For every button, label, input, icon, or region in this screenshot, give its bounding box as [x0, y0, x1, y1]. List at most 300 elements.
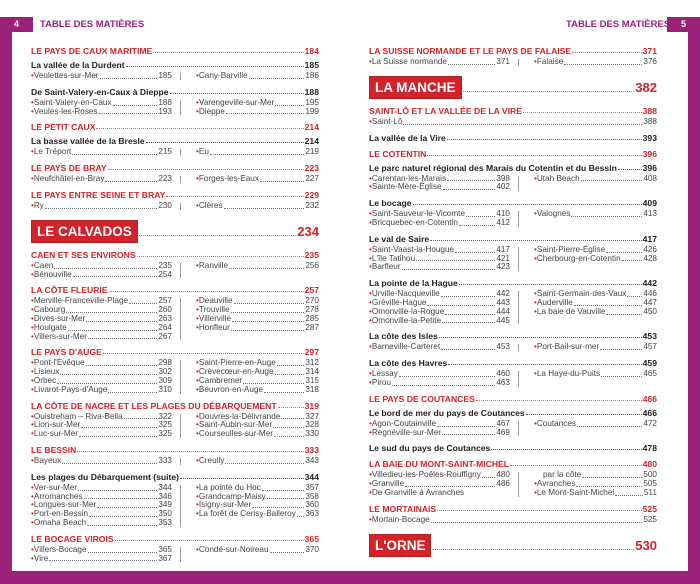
list-item-page: 199	[305, 106, 319, 116]
list-item-label: Bayeux	[33, 455, 62, 465]
section-entry-page: 223	[304, 163, 319, 174]
subsection-entry-label: Le bord de mer du pays de Coutances	[369, 407, 525, 418]
place-list-left	[31, 413, 172, 439]
subsection-entry[interactable]	[369, 231, 657, 244]
chapter-entry[interactable]	[31, 220, 319, 244]
place-list-left	[369, 471, 510, 497]
list-item-label: Beuvron-en-Auge	[198, 384, 264, 394]
dot-leader	[574, 305, 643, 306]
list-item[interactable]	[196, 202, 319, 211]
bullet-icon: •	[196, 411, 199, 421]
section-entry[interactable]	[369, 501, 657, 514]
list-item[interactable]	[196, 148, 319, 157]
bullet-icon: •	[31, 420, 34, 430]
dot-leader	[427, 155, 641, 156]
section-entry-label: LE PAYS DE BRAY	[31, 163, 107, 174]
bullet-icon: •	[196, 509, 199, 519]
subsection-entry-label: De Saint-Valery-en-Caux à Dieppe	[31, 86, 169, 97]
place-list-left	[31, 457, 172, 466]
list-item[interactable]	[369, 183, 510, 192]
list-item-label: Urville-Nacqueville	[371, 289, 440, 299]
section-entry[interactable]	[31, 282, 319, 295]
list-item-label: Veules-les-Roses	[33, 106, 98, 116]
section-entry[interactable]	[369, 43, 657, 56]
place-list-left	[31, 484, 172, 528]
list-item[interactable]	[196, 386, 319, 395]
dot-leader	[229, 268, 304, 269]
place-list-right	[525, 246, 657, 272]
bullet-icon: •	[534, 289, 537, 299]
dot-leader	[413, 204, 642, 205]
subsection-entry-label: Le bocage	[369, 198, 412, 209]
section-entry-page: 371	[642, 46, 657, 56]
chapter-title: LA MANCHE	[369, 76, 462, 99]
dot-leader	[510, 465, 642, 466]
list-item-label: Saint-Pierre-en-Auge	[198, 358, 276, 368]
subsection-entry-label: La pointe de la Hague	[369, 278, 458, 289]
list-item-label: Le Mont-Saint-Michel	[536, 487, 615, 497]
list-item-page: 357	[305, 482, 319, 492]
section-entry-label: LE COTENTIN	[369, 148, 427, 159]
section-entry[interactable]	[369, 456, 657, 469]
list-item[interactable]	[369, 489, 510, 498]
dot-leader	[89, 516, 157, 517]
dot-leader	[66, 312, 157, 313]
section-entry-page: 319	[304, 400, 319, 411]
place-list-left	[31, 297, 172, 341]
bullet-icon: •	[369, 262, 372, 272]
list-item-page: 486	[496, 479, 510, 489]
list-item-label: Grandcamp-Maisy	[198, 491, 266, 501]
dot-leader	[124, 418, 158, 419]
list-item[interactable]	[369, 58, 510, 67]
dot-leader	[459, 225, 495, 226]
list-item[interactable]	[31, 386, 172, 395]
page-number-left: 4	[0, 17, 33, 32]
subsection-entry-label: La vallée de la Vire	[369, 132, 446, 143]
list-item-page: 256	[305, 260, 319, 270]
column-divider	[180, 176, 181, 183]
bullet-icon: •	[196, 106, 199, 116]
list-item[interactable]	[369, 343, 510, 352]
list-item-label: Saint-Aubin-sur-Mer	[198, 420, 273, 430]
section-entry[interactable]	[31, 187, 319, 200]
list-item-page: 500	[643, 470, 657, 480]
place-list	[31, 202, 319, 211]
column-divider	[180, 485, 181, 527]
list-item[interactable]	[31, 271, 172, 280]
column-divider	[518, 247, 519, 271]
list-item-label: Villerville	[198, 313, 232, 323]
list-item[interactable]	[534, 343, 657, 352]
list-item[interactable]	[369, 263, 510, 272]
list-item[interactable]	[31, 457, 172, 466]
section-entry[interactable]	[31, 531, 319, 544]
section-entry[interactable]	[31, 247, 319, 260]
bullet-icon: •	[31, 491, 34, 501]
list-item-label: Creully	[198, 455, 225, 465]
list-item[interactable]	[196, 510, 319, 519]
list-item[interactable]	[534, 210, 657, 219]
place-list-right	[525, 343, 657, 352]
column-divider	[180, 547, 181, 563]
list-item[interactable]	[369, 219, 510, 228]
bullet-icon: •	[31, 384, 34, 394]
list-item-page: 188	[158, 97, 172, 107]
list-item-label: Vire	[33, 553, 49, 563]
dot-leader	[273, 427, 304, 428]
place-list	[31, 175, 319, 184]
list-item-label: Le Tréport	[33, 147, 72, 157]
place-list-left	[369, 420, 510, 438]
list-item-page: 472	[643, 418, 657, 428]
bullet-icon: •	[196, 420, 199, 430]
bullet-icon: •	[369, 479, 372, 489]
chapter-entry[interactable]	[369, 534, 657, 558]
bullet-icon: •	[196, 429, 199, 439]
dot-leader	[482, 477, 496, 478]
list-item[interactable]	[534, 255, 657, 264]
subsection-entry[interactable]	[31, 57, 319, 70]
list-item-label: Merville-Franceville-Plage	[33, 296, 129, 306]
list-item-label: Livarot-Pays-d'Auge	[33, 384, 108, 394]
list-item[interactable]	[31, 333, 172, 342]
bullet-icon: •	[31, 500, 34, 510]
column-divider	[518, 291, 519, 324]
list-item-page: 343	[305, 455, 319, 465]
dot-leader	[234, 303, 305, 304]
bullet-icon: •	[369, 315, 372, 325]
list-item-label: Agon-Coutainville	[371, 418, 437, 428]
subsection-entry-page: 393	[642, 132, 657, 143]
list-item-label: Saint-Germain-des-Vaux	[536, 289, 627, 299]
bottom-band	[0, 571, 700, 584]
subsection-entry-page: 478	[642, 443, 657, 454]
place-list-left	[369, 370, 510, 388]
place-list	[31, 148, 319, 157]
list-item-label: Pont-l'Évêque	[33, 358, 85, 368]
section-entry[interactable]	[369, 391, 657, 404]
subsection-entry[interactable]	[369, 195, 657, 208]
section-entry-label: LE PAYS DE COUTANCES	[369, 393, 475, 404]
list-item-page: 278	[305, 305, 319, 315]
place-list	[369, 343, 657, 352]
list-item-label: Barneville-Carteret	[371, 342, 441, 352]
subsection-entry[interactable]	[369, 130, 657, 143]
dot-leader	[270, 552, 305, 553]
section-entry[interactable]	[31, 43, 319, 56]
list-item-label: Pirou	[371, 377, 391, 387]
dot-leader	[459, 284, 642, 285]
section-entry-label: LE PAYS D'AUGE	[31, 347, 102, 358]
bullet-icon: •	[534, 173, 537, 183]
list-item-label: Regnéville-sur-Mer	[371, 427, 442, 437]
list-item[interactable]	[534, 58, 657, 67]
list-item-page: 263	[158, 313, 172, 323]
dot-leader	[86, 365, 158, 366]
list-item-page: 185	[158, 71, 172, 80]
list-item-label: Cherbourg-en-Cotentin	[536, 253, 621, 263]
section-entry-label: LE BOCAGE VIROIS	[31, 533, 114, 544]
list-item-label: Crèvecœur-en-Auge	[198, 367, 274, 377]
list-item[interactable]	[369, 379, 510, 388]
dot-leader	[99, 113, 158, 114]
list-item[interactable]	[196, 324, 319, 333]
bullet-icon: •	[31, 260, 34, 270]
bullet-icon: •	[31, 429, 34, 439]
section-entry[interactable]	[31, 344, 319, 357]
bullet-icon: •	[196, 305, 199, 315]
bullet-icon: •	[534, 253, 537, 263]
list-item-page: 318	[305, 384, 319, 394]
list-item[interactable]	[31, 202, 172, 211]
bullet-icon: •	[369, 253, 372, 263]
list-item[interactable]	[196, 72, 319, 81]
dot-leader	[606, 314, 642, 315]
dot-leader	[564, 64, 642, 65]
list-item-label: Lion-sur-Mer	[33, 420, 81, 430]
list-item[interactable]	[31, 72, 172, 81]
dot-leader	[442, 322, 495, 323]
dot-leader	[281, 418, 304, 419]
list-item-page: 310	[158, 384, 172, 394]
bullet-icon: •	[369, 57, 372, 66]
list-item[interactable]	[31, 546, 172, 555]
bullet-icon: •	[196, 375, 199, 385]
list-item-label: La Suisse normande	[371, 57, 447, 66]
subsection-entry-page: 459	[642, 358, 657, 369]
list-item-page: 315	[305, 375, 319, 385]
list-item-page: 370	[305, 544, 319, 554]
subsection-entry-page: 417	[642, 233, 657, 244]
list-item[interactable]	[31, 519, 172, 528]
list-item-label: Deauville	[198, 296, 233, 306]
list-item-page: 330	[305, 429, 319, 439]
dot-leader	[262, 490, 305, 491]
left-page	[12, 32, 350, 571]
subsection-entry-label: Le parc naturel régional des Marais du Cotentin et du Bessin	[369, 162, 617, 173]
list-item-page: 350	[158, 509, 172, 519]
section-entry-label: LA CÔTE FLEURIE	[31, 285, 108, 296]
list-item-label: Omonville-la-Rogue	[371, 306, 445, 316]
place-list-right	[525, 370, 657, 388]
dot-leader	[225, 463, 304, 464]
list-item-label: Cambremer	[198, 375, 243, 385]
place-list-left	[369, 343, 510, 352]
dot-leader	[137, 256, 304, 257]
place-list-left	[31, 202, 172, 211]
subsection-entry[interactable]	[369, 355, 657, 368]
list-item-page: 333	[158, 455, 172, 465]
list-item[interactable]	[31, 430, 172, 439]
list-item-page: 376	[643, 57, 657, 66]
dot-leader	[274, 436, 304, 437]
dot-leader	[523, 112, 642, 113]
list-item[interactable]	[369, 118, 657, 127]
list-item-label: par la côte	[543, 470, 582, 480]
list-item-label: Houlgate	[33, 322, 67, 332]
list-item-page: 423	[496, 262, 510, 272]
list-item-label: Forges-les-Eaux	[198, 174, 259, 184]
list-item[interactable]	[31, 148, 172, 157]
list-item[interactable]	[534, 420, 657, 429]
list-item[interactable]	[534, 175, 657, 184]
bullet-icon: •	[31, 97, 34, 107]
section-entry[interactable]	[31, 160, 319, 173]
list-item-page: 349	[158, 500, 172, 510]
subsection-entry[interactable]	[369, 275, 657, 288]
bullet-icon: •	[196, 358, 199, 368]
list-item-page: 235	[158, 260, 172, 270]
section-entry-label: LE MORTAINAIS	[369, 503, 437, 514]
chapter-page: 382	[635, 80, 657, 96]
list-item-label: Bénouville	[33, 269, 72, 279]
dot-leader	[447, 139, 642, 140]
list-item-page: 314	[305, 367, 319, 377]
dot-leader	[68, 330, 158, 331]
list-item-page: 325	[158, 420, 172, 430]
section-entry[interactable]	[369, 103, 657, 116]
subsection-entry[interactable]	[31, 133, 319, 146]
section-entry[interactable]	[31, 442, 319, 455]
place-list	[31, 546, 319, 564]
list-item-page: 195	[305, 97, 319, 107]
right-page-edge	[688, 17, 700, 584]
list-item-page: 367	[158, 553, 172, 563]
list-item[interactable]	[196, 175, 319, 184]
dot-leader	[264, 392, 304, 393]
dot-leader	[180, 478, 304, 479]
dot-leader	[115, 540, 304, 541]
column-divider	[180, 360, 181, 393]
list-item[interactable]	[369, 317, 510, 326]
section-entry-label: LE PAYS ENTRE SEINE ET BRAY	[31, 189, 166, 200]
subsection-entry[interactable]	[369, 328, 657, 341]
list-item[interactable]	[196, 262, 319, 271]
dot-leader	[615, 495, 643, 496]
dot-leader	[108, 169, 304, 170]
list-item[interactable]	[534, 308, 657, 317]
column-divider	[180, 458, 181, 465]
dot-leader	[582, 477, 642, 478]
bullet-icon: •	[31, 322, 34, 332]
bullet-icon: •	[196, 367, 199, 377]
list-item-label: L'île Tatihou	[371, 253, 416, 263]
list-item-page: 360	[305, 500, 319, 510]
list-item-label: Falaise	[536, 57, 564, 66]
section-entry-page: 214	[304, 122, 319, 133]
list-item-page: 363	[305, 509, 319, 519]
list-item[interactable]	[369, 429, 510, 438]
subsection-entry-label: La vallée de la Durdent	[31, 60, 125, 70]
place-list-right	[187, 297, 319, 341]
list-item-label: Courseulles-sur-Mer	[198, 429, 274, 439]
section-entry[interactable]	[31, 119, 319, 132]
bullet-icon: •	[369, 342, 372, 352]
list-item[interactable]	[196, 108, 319, 117]
list-item-label: Omaha Beach	[33, 517, 87, 527]
dot-leader	[166, 196, 303, 197]
list-item[interactable]	[31, 108, 172, 117]
section-entry[interactable]	[31, 398, 319, 411]
dot-leader	[277, 365, 305, 366]
subsection-entry[interactable]	[369, 160, 657, 173]
list-item-label: Auderville	[536, 297, 573, 307]
section-entry[interactable]	[369, 146, 657, 159]
bullet-icon: •	[196, 296, 199, 306]
list-item-page: 371	[496, 57, 510, 66]
place-list-right	[187, 148, 319, 157]
subsection-entry[interactable]	[31, 469, 319, 482]
dot-leader	[45, 208, 157, 209]
list-item-label: Trouville	[198, 305, 230, 315]
list-item-page: 285	[305, 313, 319, 323]
place-list	[31, 359, 319, 394]
list-item[interactable]	[31, 555, 172, 564]
list-item-label: Villers-Bocage	[33, 544, 87, 554]
bullet-icon: •	[196, 71, 199, 80]
subsection-entry-page: 396	[642, 162, 657, 173]
subsection-entry-label: La côte des Isles	[369, 331, 438, 342]
bullet-icon: •	[31, 367, 34, 377]
bullet-icon: •	[369, 369, 372, 379]
dot-leader	[79, 436, 157, 437]
section-entry-page: 480	[642, 459, 657, 470]
subsection-entry[interactable]	[369, 440, 657, 453]
dot-leader	[108, 392, 157, 393]
chapter-page: 530	[635, 538, 657, 554]
list-item-page: 511	[643, 487, 657, 497]
place-list-left	[31, 262, 172, 280]
list-item[interactable]	[196, 457, 319, 466]
list-item-page: 413	[643, 209, 657, 219]
list-item[interactable]	[534, 489, 657, 498]
subsection-entry[interactable]	[369, 405, 657, 418]
list-item-label: Longues-sur-Mer	[33, 500, 97, 510]
chapter-entry[interactable]	[369, 76, 657, 100]
list-item-page: 505	[643, 479, 657, 489]
column-divider	[180, 100, 181, 116]
list-item[interactable]	[369, 516, 657, 525]
list-item-label: Bricquebec-en-Cotentin	[371, 217, 458, 227]
list-item[interactable]	[196, 430, 319, 439]
right-page	[350, 32, 688, 571]
list-item-page: 270	[305, 296, 319, 306]
bullet-icon: •	[369, 470, 372, 480]
list-item-page: 525	[643, 514, 657, 524]
place-list	[369, 471, 657, 497]
list-item-label: Ver-sur-Mer	[33, 482, 78, 492]
list-item[interactable]	[196, 546, 319, 555]
list-item[interactable]	[31, 175, 172, 184]
list-item-label: Port-Bail-sur-mer	[536, 342, 600, 352]
section-entry-label: LE BESSIN	[31, 444, 77, 455]
subsection-entry[interactable]	[31, 84, 319, 97]
dot-leader	[62, 463, 157, 464]
dot-leader	[88, 338, 157, 339]
list-item-label: Coutances	[536, 418, 577, 428]
bullet-icon: •	[196, 491, 199, 501]
column-divider	[518, 59, 519, 66]
dot-leader	[267, 498, 305, 499]
list-item-page: 410	[496, 209, 510, 219]
bullet-icon: •	[196, 500, 199, 510]
dot-leader	[600, 349, 642, 350]
list-item-page: 465	[643, 369, 657, 379]
bullet-icon: •	[196, 147, 199, 157]
list-item[interactable]	[534, 370, 657, 379]
bullet-icon: •	[31, 71, 34, 80]
